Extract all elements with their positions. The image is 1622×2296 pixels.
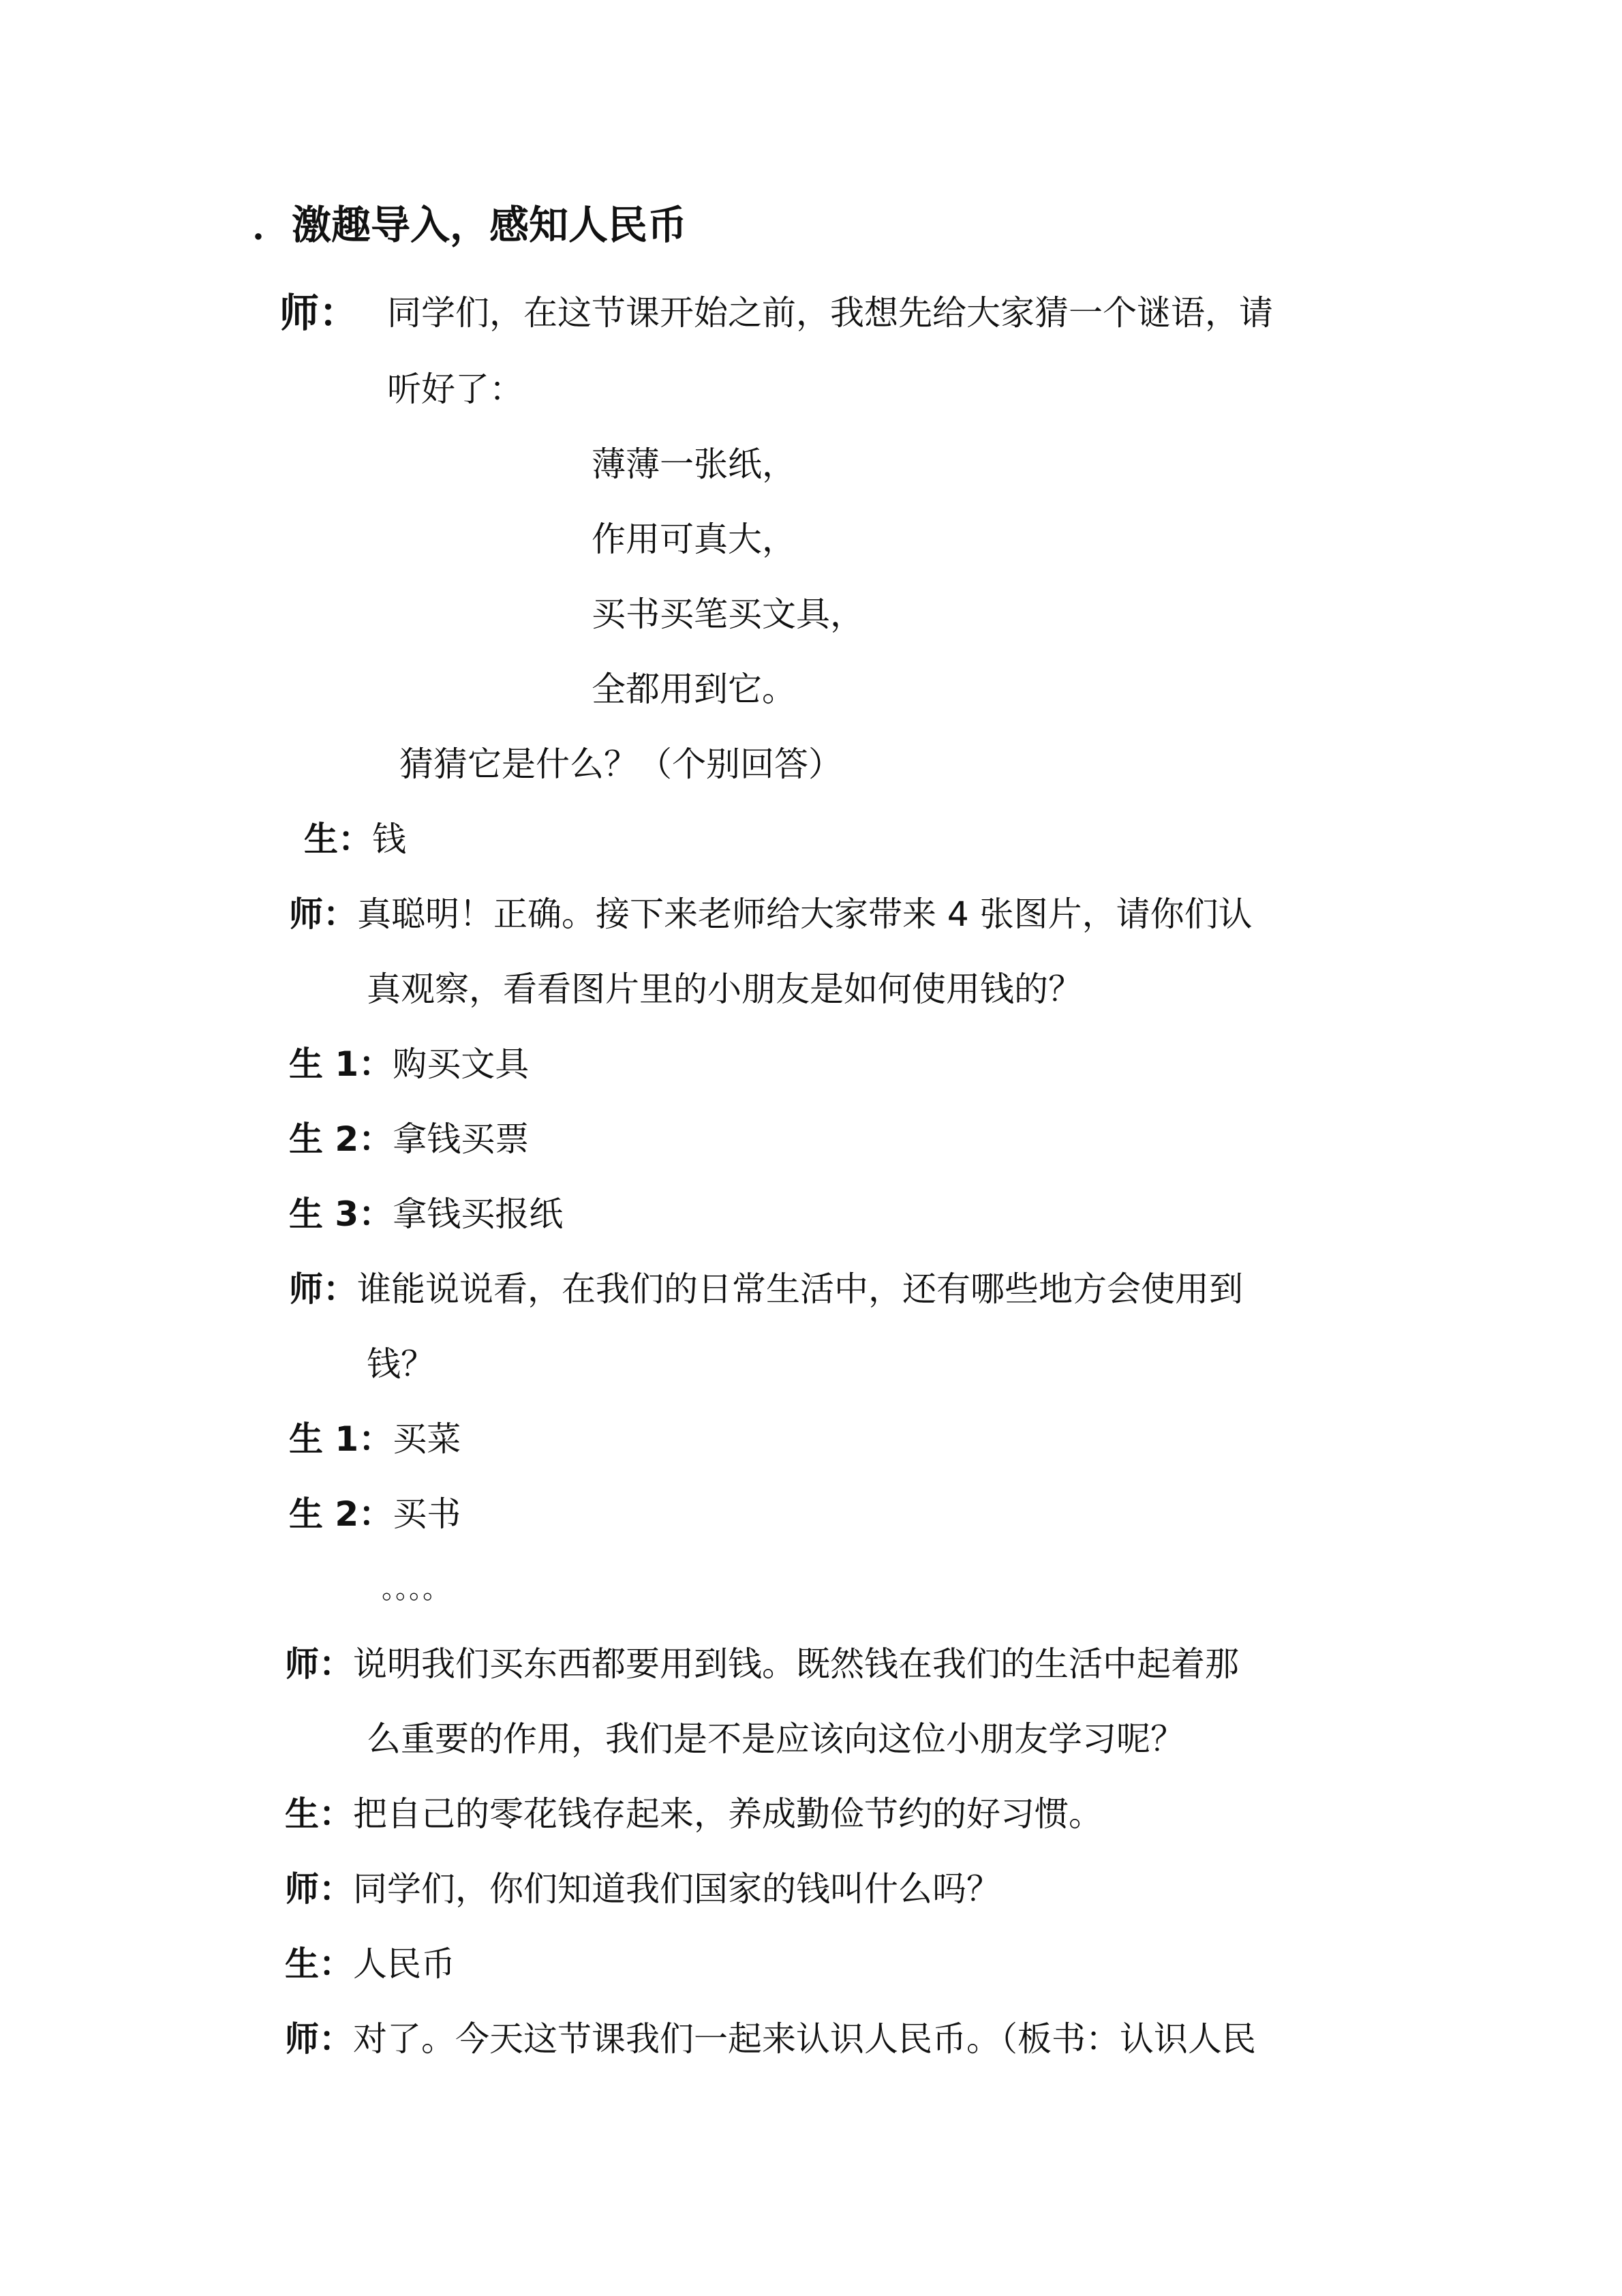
line-text: 说明我们买东西都要用到钱。既然钱在我们的生活中起着那: [353, 1644, 1239, 1684]
speaker-label: 生 2：: [289, 1119, 393, 1159]
speaker-label: 生 3：: [289, 1194, 393, 1234]
speaker-label: 生 1：: [289, 1044, 393, 1084]
line-text: 钱: [372, 819, 406, 859]
dialogue-line: [289, 1112, 529, 1166]
dialogue-text: 么重要的作用，我们是不是应该向这位小朋友学习呢？: [367, 1719, 1184, 1759]
dialogue-line: [289, 1412, 461, 1466]
speaker-label: 师：: [289, 894, 357, 934]
line-text: 谁能说说看，在我们的日常生活中，还有哪些地方会使用到: [357, 1269, 1243, 1309]
speaker-label: 师：: [285, 2019, 353, 2059]
dialogue-line: [304, 812, 406, 866]
line-text: 同学们，你们知道我们国家的钱叫什么吗？: [353, 1869, 1000, 1909]
dialogue-line: [285, 1862, 1000, 1916]
line-text: 买菜: [393, 1419, 461, 1459]
dialogue-line: [279, 286, 358, 342]
line-text: 对了。今天这节课我们一起来认识人民币。（板书：认识人民: [353, 2019, 1256, 2059]
dialogue-text: 钱？: [367, 1344, 435, 1384]
speaker-label: 师：: [289, 1269, 357, 1309]
dialogue-text: 猜猜它是什么？（个别回答）: [399, 744, 842, 784]
riddle-line: 作用可真大，: [592, 519, 796, 559]
dialogue-line: [285, 1787, 1103, 1841]
speaker-label: 生：: [285, 1944, 353, 1984]
speaker-label: 生 2：: [289, 1494, 393, 1534]
dialogue-line: [289, 887, 1253, 941]
ellipsis: 。。。。: [382, 1573, 450, 1605]
dialogue-line: [285, 2012, 1256, 2066]
dialogue-line: [289, 1487, 461, 1541]
dialogue-text: 真观察，看看图片里的小朋友是如何使用钱的？: [367, 969, 1082, 1009]
line-text: 拿钱买报纸: [393, 1194, 564, 1234]
speaker-label: 生 1：: [289, 1419, 393, 1459]
section-heading: ．激趣导入，感知人民币: [252, 202, 688, 248]
speaker-label: 师：: [285, 1644, 353, 1684]
line-text: 人民币: [353, 1944, 455, 1984]
riddle-line: 买书买笔买文具，: [592, 594, 864, 634]
speaker-label: 师：: [279, 290, 359, 336]
dialogue-line: [289, 1262, 1243, 1316]
speaker-label: 师：: [285, 1869, 353, 1909]
dialogue-text: 同学们，在这节课开始之前，我想先给大家猜一个谜语，请: [387, 293, 1273, 333]
speaker-label: 生：: [304, 819, 372, 859]
line-text: 真聪明！正确。接下来老师给大家带来 4 张图片，请你们认: [357, 894, 1253, 934]
dialogue-line: [285, 1937, 455, 1991]
line-text: 把自己的零花钱存起来，养成勤俭节约的好习惯。: [353, 1794, 1103, 1834]
line-text: 拿钱买票: [393, 1119, 530, 1159]
riddle-line: 全都用到它。: [592, 669, 796, 709]
dialogue-line: [289, 1037, 529, 1091]
speaker-label: 生：: [285, 1794, 353, 1834]
line-text: 购买文具: [393, 1044, 530, 1084]
line-text: 买书: [393, 1494, 461, 1534]
dialogue-text: 听好了：: [387, 369, 523, 409]
dialogue-line: [289, 1187, 563, 1241]
dialogue-line: [285, 1637, 1239, 1691]
riddle-line: 薄薄一张纸，: [592, 444, 796, 484]
